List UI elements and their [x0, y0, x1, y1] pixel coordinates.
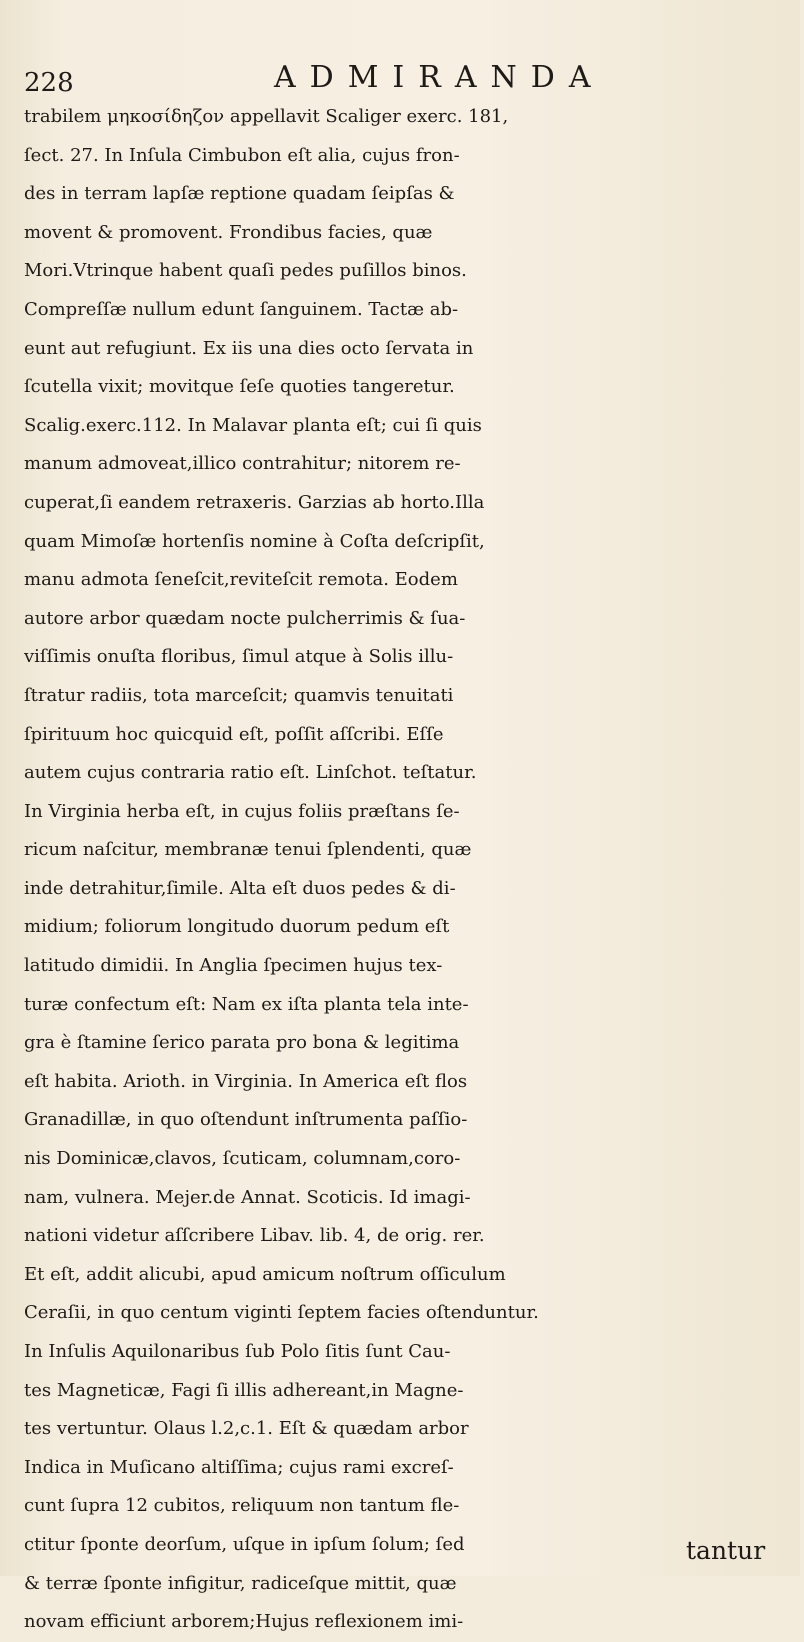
- text-line: Indica in Muſicano altiſſima; cujus rami excreſ-: [24, 1456, 454, 1478]
- text-line: Scalig.exerc.112. In Malavar planta eſt; cui ſi quis: [24, 414, 482, 436]
- text-line: tes Magneticæ, Fagi ſi illis adhereant,in Magne-: [24, 1379, 464, 1401]
- text-line: novam efficiunt arborem;Hujus reflexionem imi-: [24, 1611, 464, 1633]
- text-line: ctitur ſponte deorſum, uſque in ipſum ſolum; ſed: [24, 1533, 465, 1555]
- text-line: Mori.Vtrinque habent quaſi pedes puſillos binos.: [24, 260, 467, 282]
- text-line: movent & promovent. Frondibus facies, quæ: [24, 221, 433, 243]
- text-line: cuperat,ſi eandem retraxeris. Garzias ab horto.Illa: [24, 491, 485, 513]
- running-title: ADMIRANDA: [274, 60, 605, 95]
- text-line: autore arbor quædam nocte pulcherrimis & ſua-: [24, 607, 466, 629]
- text-line: manum admoveat,illico contrahitur; nitorem re-: [24, 453, 461, 475]
- text-line: inde detrahitur,ſimile. Alta eſt duos pedes & di-: [24, 877, 456, 899]
- text-line: turæ confectum eſt: Nam ex iſta planta tela inte-: [24, 993, 469, 1015]
- text-line: manu admota ſeneſcit,reviteſcit remota. Eodem: [24, 569, 458, 591]
- page-header: [24, 60, 764, 100]
- text-line: ſect. 27. In Inſula Cimbubon eſt alia, cujus fron-: [24, 144, 460, 166]
- text-line: Compreſſæ nullum edunt ſanguinem. Tactæ ab-: [24, 298, 459, 320]
- body-text: [24, 98, 804, 1642]
- text-line: midium; foliorum longitudo duorum pedum eſt: [24, 916, 450, 938]
- text-line: & terræ ſponte infigitur, radiceſque mittit, quæ: [24, 1572, 457, 1594]
- text-line: nis Dominicæ,clavos, ſcuticam, columnam,coro-: [24, 1148, 461, 1170]
- text-line: In Virginia herba eſt, in cujus foliis præſtans ſe-: [24, 800, 460, 822]
- text-line: ſtratur radiis, tota marceſcit; quamvis tenuitati: [24, 684, 454, 706]
- text-line: Ceraſii, in quo centum viginti ſeptem facies oſtenduntur.: [24, 1302, 539, 1324]
- text-line: trabilem μηκοσίδηζον appellavit Scaliger exerc. 181,: [24, 106, 509, 127]
- text-line: In Inſulis Aquilonaribus ſub Polo ſitis ſunt Cau-: [24, 1341, 451, 1362]
- text-line: Et eſt, addit alicubi, apud amicum noſtrum oſſiculum: [24, 1263, 506, 1285]
- text-line: eunt aut refugiunt. Ex iis una dies octo ſervata in: [24, 337, 474, 359]
- catchword: tantur: [686, 1536, 766, 1565]
- text-line: cunt ſupra 12 cubitos, reliquum non tantum fle-: [24, 1495, 460, 1517]
- page-number: 228: [24, 68, 74, 98]
- text-line: Granadillæ, in quo oſtendunt inſtrumenta paſſio-: [24, 1109, 468, 1131]
- text-line: ſpirituum hoc quicquid eſt, poſſit aſſcribi. Eſſe: [24, 723, 444, 745]
- text-line: ſcutella vixit; movitque ſeſe quoties tangeretur.: [24, 376, 455, 398]
- text-line: quam Mimoſæ hortenſis nomine à Coſta deſcripſit,: [24, 530, 485, 552]
- text-line: viſſimis onuſta floribus, ſimul atque à Solis illu-: [24, 646, 454, 668]
- text-line: nationi videtur aſſcribere Libav. lib. 4, de orig. rer.: [24, 1225, 485, 1247]
- text-line: eſt habita. Arioth. in Virginia. In America eſt flos: [24, 1070, 468, 1092]
- text-line: latitudo dimidii. In Anglia ſpecimen hujus tex-: [24, 955, 443, 977]
- text-line: nam, vulnera. Mejer.de Annat. Scoticis. Id imagi-: [24, 1186, 471, 1208]
- text-line: des in terram lapſæ reptione quadam ſeipſas &: [24, 183, 455, 205]
- text-line: tes vertuntur. Olaus l.2,c.1. Eſt & quædam arbor: [24, 1418, 469, 1440]
- text-line: autem cujus contraria ratio eſt. Linſchot. teſtatur.: [24, 762, 477, 784]
- text-line: ricum naſcitur, membranæ tenui ſplendenti, quæ: [24, 839, 472, 861]
- text-line: gra è ſtamine ſerico parata pro bona & legitima: [24, 1032, 460, 1054]
